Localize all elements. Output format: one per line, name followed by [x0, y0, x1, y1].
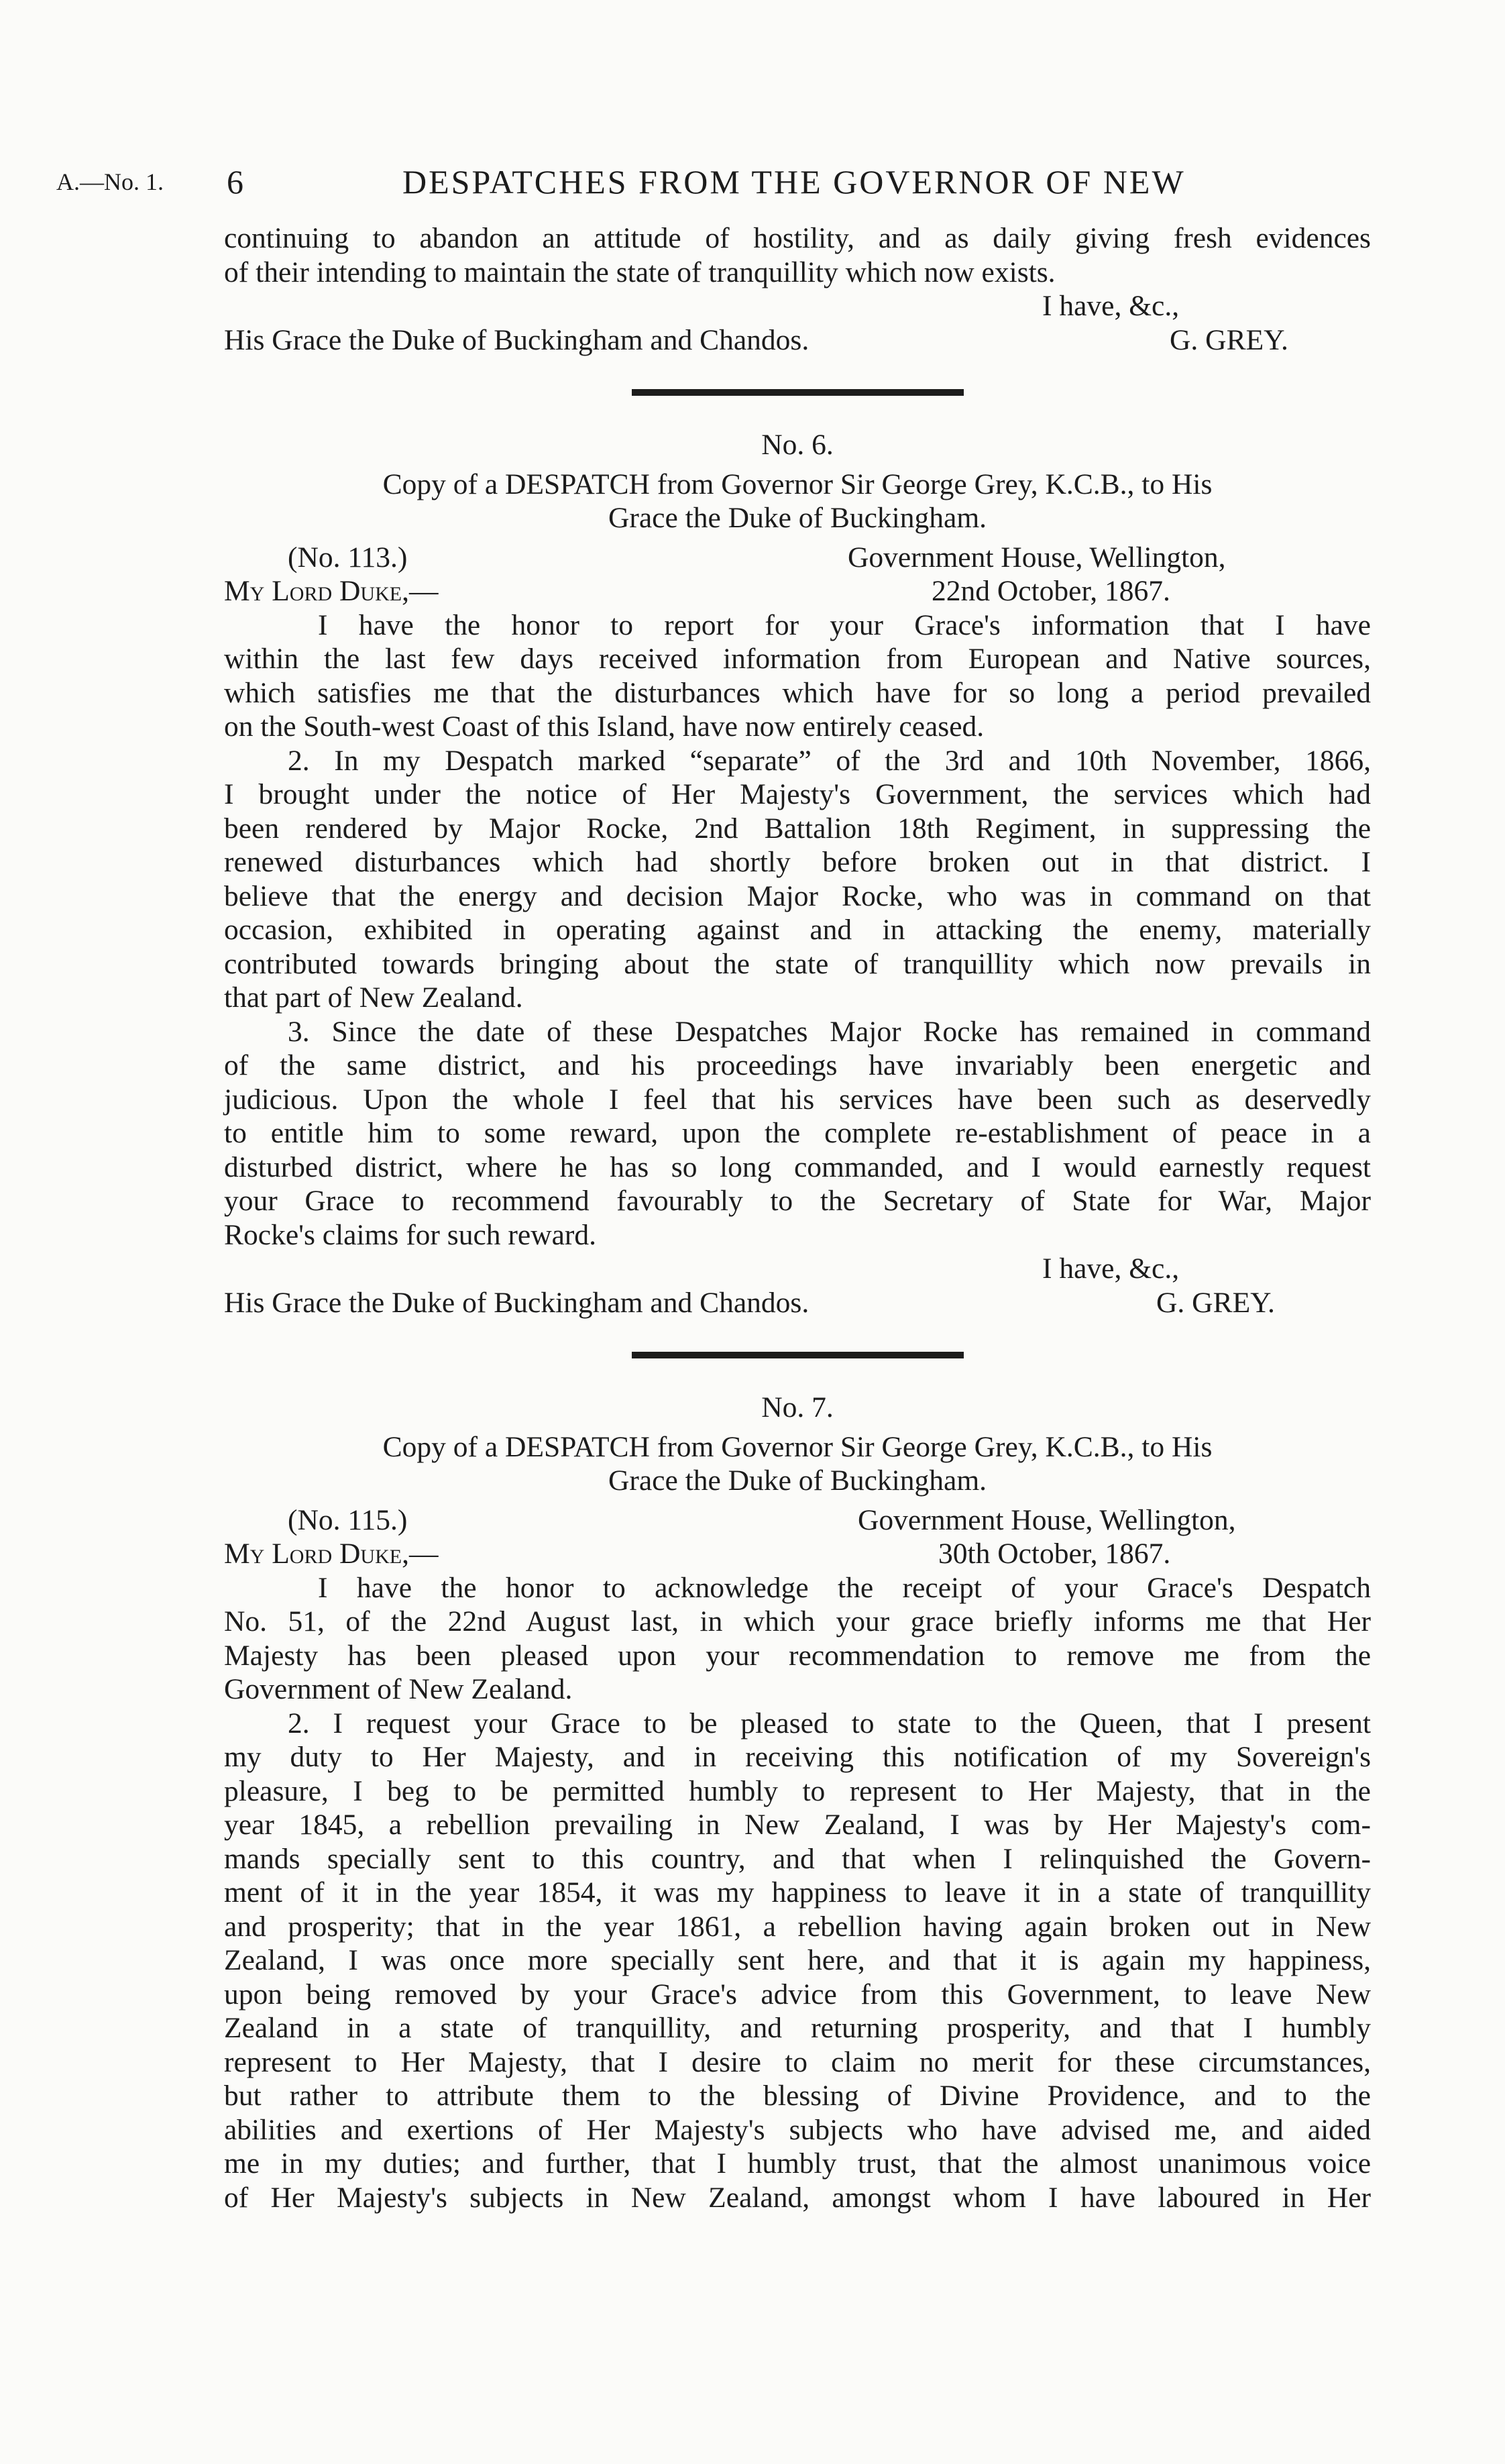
closing-formula: I have, &c., [1042, 290, 1180, 322]
text-line: judicious. Upon the whole I feel that his services have been such as deservedly [224, 1083, 1371, 1116]
text-line: your Grace to recommend favourably to the Secretary of State for War, Major [224, 1185, 1371, 1217]
signature: G. GREY. [1156, 1286, 1275, 1319]
addressee: His Grace the Duke of Buckingham and Chandos. [224, 1286, 810, 1319]
text-line: that part of New Zealand. [224, 981, 523, 1014]
text-line: continuing to abandon an attitude of hostility, and as daily giving fresh evidences [224, 222, 1371, 254]
signature: G. GREY. [1170, 323, 1288, 356]
text-line: represent to Her Majesty, that I desire to claim no merit for these circumstances, [224, 2045, 1371, 2078]
text-line: and prosperity; that in the year 1861, a rebellion having again broken out in New [224, 1910, 1371, 1943]
section-divider [632, 1352, 964, 1358]
text-line: Majesty has been pleased upon your recommendation to remove me from the [224, 1639, 1371, 1672]
text-line: my duty to Her Majesty, and in receiving this notification of my Sovereign's [224, 1741, 1371, 1773]
text-line: Zealand in a state of tranquillity, and returning prosperity, and that I humbly [224, 2012, 1371, 2044]
document-reference: A.—No. 1. [56, 168, 164, 195]
text-line: 2. In my Despatch marked “separate” of the 3rd and 10th November, 1866, [288, 744, 1371, 777]
text-line: disturbed district, where he has so long commanded, and I would earnestly request [224, 1150, 1371, 1183]
text-line: within the last few days received information from European and Native sources, [224, 643, 1371, 675]
despatch-date: 30th October, 1867. [938, 1538, 1171, 1570]
text-line: of Her Majesty's subjects in New Zealand, amongst whom I have laboured in Her [224, 2181, 1371, 2214]
text-line: which satisfies me that the disturbances which have for so long a period prevailed [224, 676, 1371, 709]
page-body [224, 221, 1371, 2214]
text-line: believe that the energy and decision Major Rocke, who was in command on that [224, 879, 1371, 912]
text-line: Government of New Zealand. [224, 1673, 573, 1705]
text-line: I have the honor to acknowledge the receipt of your Grace's Despatch [318, 1571, 1371, 1604]
text-line: pleasure, I beg to be permitted humbly to represent to Her Majesty, that in the [224, 1774, 1371, 1807]
page-number: 6 [227, 163, 243, 201]
closing-formula: I have, &c., [1042, 1252, 1180, 1285]
text-line: occasion, exhibited in operating against and in attacking the enemy, materially [224, 914, 1371, 946]
despatch-ref-number: (No. 115.) [288, 1503, 408, 1536]
text-line: mands specially sent to this country, and that when I relinquished the Govern- [224, 1842, 1371, 1875]
text-line: Rocke's claims for such reward. [224, 1218, 597, 1251]
text-line: No. 51, of the 22nd August last, in which your grace briefly informs me that Her [224, 1605, 1371, 1638]
text-line: on the South-west Coast of this Island, have now entirely ceased. [224, 710, 985, 743]
text-line: Zealand, I was once more specially sent here, and that it is again my happiness, [224, 1944, 1371, 1976]
salutation: My Lord Duke,— [224, 575, 439, 607]
despatch-heading: Grace the Duke of Buckingham. [608, 502, 987, 534]
text-line: year 1845, a rebellion prevailing in New Zealand, I was by Her Majesty's com- [224, 1809, 1371, 1841]
running-title: DESPATCHES FROM THE GOVERNOR OF NEW [402, 163, 1186, 201]
text-line: to entitle him to some reward, upon the complete re-establishment of peace in a [224, 1117, 1371, 1149]
text-line: upon being removed by your Grace's advice from this Government, to leave New [224, 1978, 1371, 2011]
despatch-no-6 [224, 428, 1371, 1320]
text-line: 3. Since the date of these Despatches Major Rocke has remained in command [288, 1015, 1371, 1048]
text-line: of their intending to maintain the state of tranquillity which now exists. [224, 256, 1056, 288]
despatch-number: No. 7. [761, 1391, 834, 1424]
text-line: I brought under the notice of Her Majesty's Government, the services which had [224, 778, 1371, 810]
text-line: been rendered by Major Rocke, 2nd Battalion 18th Regiment, in suppressing the [224, 812, 1371, 845]
despatch-no-7 [224, 1391, 1371, 2214]
despatch-number: No. 6. [761, 429, 834, 461]
text-line: renewed disturbances which had shortly before broken out in that district. I [224, 846, 1371, 878]
addressee: His Grace the Duke of Buckingham and Chandos. [224, 323, 810, 356]
despatch-heading: Grace the Duke of Buckingham. [608, 1464, 987, 1497]
text-line: ment of it in the year 1854, it was my happiness to leave it in a state of tranquillity [224, 1876, 1371, 1909]
despatch-ref-number: (No. 113.) [288, 541, 408, 574]
text-line: I have the honor to report for your Grace's information that I have [318, 608, 1371, 641]
intro-section [224, 221, 1371, 357]
despatch-heading: Copy of a DESPATCH from Governor Sir George Grey, K.C.B., to His [382, 1430, 1213, 1463]
text-line: contributed towards bringing about the state of tranquillity which now prevails in [224, 947, 1371, 980]
text-line: but rather to attribute them to the blessing of Divine Providence, and to the [224, 2080, 1371, 2112]
despatch-heading: Copy of a DESPATCH from Governor Sir George Grey, K.C.B., to His [382, 468, 1213, 500]
text-line: me in my duties; and further, that I humbly trust, that the almost unanimous voice [224, 2147, 1371, 2180]
section-divider [632, 389, 964, 396]
despatch-place: Government House, Wellington, [858, 1503, 1236, 1536]
despatch-place: Government House, Wellington, [848, 541, 1226, 574]
despatch-date: 22nd October, 1867. [932, 575, 1170, 607]
salutation: My Lord Duke,— [224, 1538, 439, 1570]
text-line: 2. I request your Grace to be pleased to state to the Queen, that I present [288, 1707, 1371, 1739]
page-header [0, 162, 1505, 209]
text-line: of the same district, and his proceedings have invariably been energetic and [224, 1049, 1371, 1081]
text-line: abilities and exertions of Her Majesty's subjects who have advised me, and aided [224, 2113, 1371, 2146]
